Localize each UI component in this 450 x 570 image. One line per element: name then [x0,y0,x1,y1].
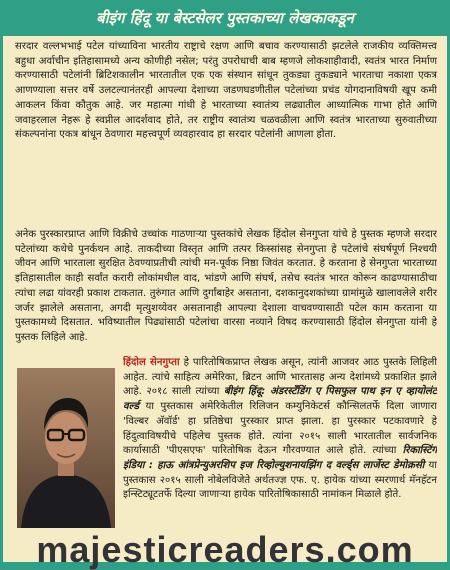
description-paragraph-2: अनेक पुरस्कारप्राप्त आणि विक्रीचे उच्चांक गाठणाऱ्या पुस्तकांचे लेखक हिंदोल सेनगुप्ता यांचे हे पुस्तक म्हणजे सरदार पटेलांच्या कथेचे पुनर्कथन आहे. ताकदीच्या विस्तृत आणि तत्पर किस्सांसह सेनगुप्ता हे पटेलांचे संघर्षपूर्ण निश्चयी जीवन आणि भारताला सुरक्षित ठेवण्याप्रतीची त्यांची मन-पूर्वक निष्ठा जिवंत करतात. हे करताना हे सेनगुप्ता भारताच्या इतिहासातील काही सर्वांत करारी लोकांमधील वाद, भांडणे आणि संघर्ष, तसेच स्वतंत्र भारत कोरून काढण्यासाठीचा त्यांचा लढा यांवरही प्रकाश टाकतात. तुरुंगात आणि दुर्गांबाहेर असताना, दशकानुदशकांच्या ग्रामांमुळे खालावलेले शरीर जर्जर झालेले असताना, अगदी मृत्युशय्येवर असतानाही आपल्या देशाला वाचवण्यासाठी पटेल काम करताना या पुस्तकामध्ये दिसतात. भविष्यातील पिढ्यांसाठी पटेलांचा वारसा नव्याने विषद करण्यासाठी हिंदोल सेनगुप्ता यांनी हे पुस्तक लिहिले आहे. [15,229,437,343]
author-name: हिंदोल सेनगुप्ता [123,357,180,368]
author-portrait-image [17,368,115,528]
text-panel [3,36,447,562]
description-paragraph-1: सरदार वल्लभभाई पटेल यांच्याविना भारतीय राष्ट्राचे रक्षण आणि बचाव करण्यासाठी झटलेले राजकीय व्यक्तिमत्त्व बहुधा अर्वाचीन इतिहासामध्ये अन्य कोणीही नसेल; परंतु उपरोधाची बाब म्हणजे लोकशाहीवादी, स्वतंत्र भारत निर्माण करण्यासाठी पटेलांनी ब्रिटिशकालीन भारतातील एक एक संस्थान सांधून तुकड्या तुकड्याने भारताचा नकाशा एकत्र आणण्याला सत्तर वर्षे उलटल्यानंतरही आपल्या देशाच्या जडणघडणीतील पटेलांच्या प्रचंड योगदानाविषयी खूप कमी आकलन किंवा कौतुक आहे. जर महात्मा गांधी हे भारताच्या स्वातंत्र्य लढ्यातील आध्यात्मिक गाभा होते आणि जवाहरलाल नेहरू हे स्वप्नील आदर्शवाद होते, तर राष्ट्रीय स्वातंत्र्य चळवळीला आणि स्वतंत्र भारताच्या सुरुवातीच्या संकल्पनांना एकत्र बांधून ठेवणारा महत्त्वपूर्ण व्यवहारवाद हा सरदार पटेलांनी आणला होता. [15,41,437,141]
author-bio-intro: हे पारितोषिकप्राप्त लेखक असून, त्यांनी आजवर आठ पुस्तके लिहिली आहेत. त्यांचे साहित्य अमेरिका, ब्रिटन आणि भारतासह अन्य देशांमध्ये प्रकाशित झाले आहे. २०१८ साली त्यांच्या [123,357,437,398]
site-watermark: majesticreaders.com [36,529,414,570]
book-title-being-hindu: बीइंग हिंदू: अंडरस्टँडिंग ए पिसफुल पाथ इन ए व्हायोलंट वर्ल्ड [123,386,437,413]
author-bio-end: या पुस्तकास २०१५ साली नोबेलविजेते अर्थतज्ज्ञ एफ. ए. हायेक यांच्या स्मरणार्थ मॅनहॅटन इन्स्टिट्यूटतर्फे दिल्या जाणाऱ्या हायेक पारितोषिकासाठी नामांकन मिळाले होते. [123,459,437,501]
book-title-recasting-india: रिकास्टिंग इंडिया : हाऊ आंत्रप्रेन्युअरशिप इज रिव्होल्युशनायझिंग द वर्ल्ड्स लार्जेस्ट डेमोक्रसी [123,445,437,471]
author-bio-middle: या पुस्तकास अमेरिकेतील रिलिजन कम्युनिकेटर्स कौन्सिलतर्फे दिला जाणारा 'विल्बर अ‍ॅवॉर्ड' हा प्रतिष्ठेचा पुरस्कार प्राप्त झाला. हा पुरस्कार पटकावणारे हे हिंदुत्वाविषयीचे पहिलेच पुस्तक होते. त्यांना २०१५ साली भारतातील सार्वजनिक कार्यासाठी 'पीएसएफ' पारितोषिक देऊन गौरवण्यात आले होते. त्यांच्या [123,401,437,457]
back-cover-tagline: बीइंग हिंदू या बेस्टसेलर पुस्तकाच्या लेखकाकडून [96,9,354,27]
author-photo [17,368,115,528]
